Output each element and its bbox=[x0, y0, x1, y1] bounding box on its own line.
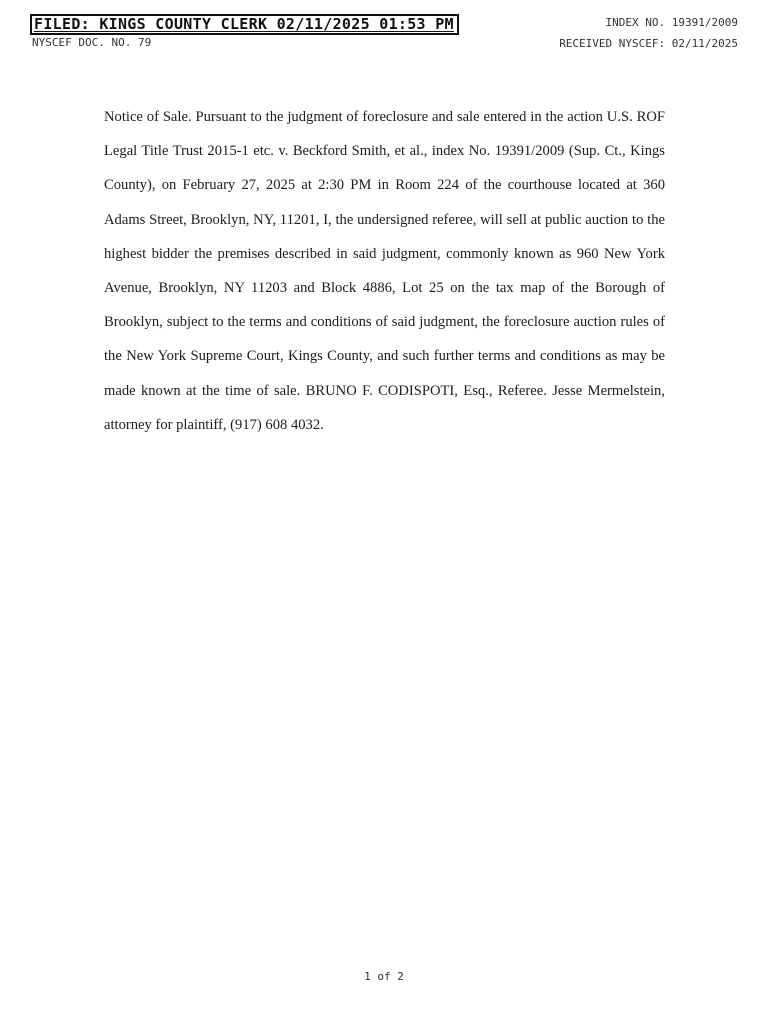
filed-stamp: FILED: KINGS COUNTY CLERK 02/11/2025 01:53 PM bbox=[30, 14, 459, 35]
notice-of-sale-paragraph: Notice of Sale. Pursuant to the judgment of foreclosure and sale entered in the action U.S. ROF Legal Title Trust 2015-1 etc. v. Beckford Smith, et al., index No. 19391/2009 (Sup. Ct., Kings County), on February 27, 2025 at 2:30 PM in Room 224 of the courthouse located at 360 Adams Street, Brooklyn, NY, 11201, I, the undersigned referee, will sell at public auction to the highest bidder the premises described in said judgment, commonly known as 960 New York Avenue, Brooklyn, NY 11203 and Block 4886, Lot 25 on the tax map of the Borough of Brooklyn, subject to the terms and conditions of said judgment, the foreclosure auction rules of the New York Supreme Court, Kings County, and such further terms and conditions as may be made known at the time of sale. BRUNO F. CODISPOTI, Esq., Referee. Jesse Mermelstein, attorney for plaintiff, (917) 608 4032. bbox=[104, 109, 665, 433]
received-nyscef-date: RECEIVED NYSCEF: 02/11/2025 bbox=[559, 37, 738, 50]
nyscef-doc-number: NYSCEF DOC. NO. 79 bbox=[32, 36, 152, 49]
index-number: INDEX NO. 19391/2009 bbox=[605, 16, 738, 29]
page-indicator: 1 of 2 bbox=[364, 970, 404, 983]
notice-of-sale-body bbox=[104, 100, 665, 442]
